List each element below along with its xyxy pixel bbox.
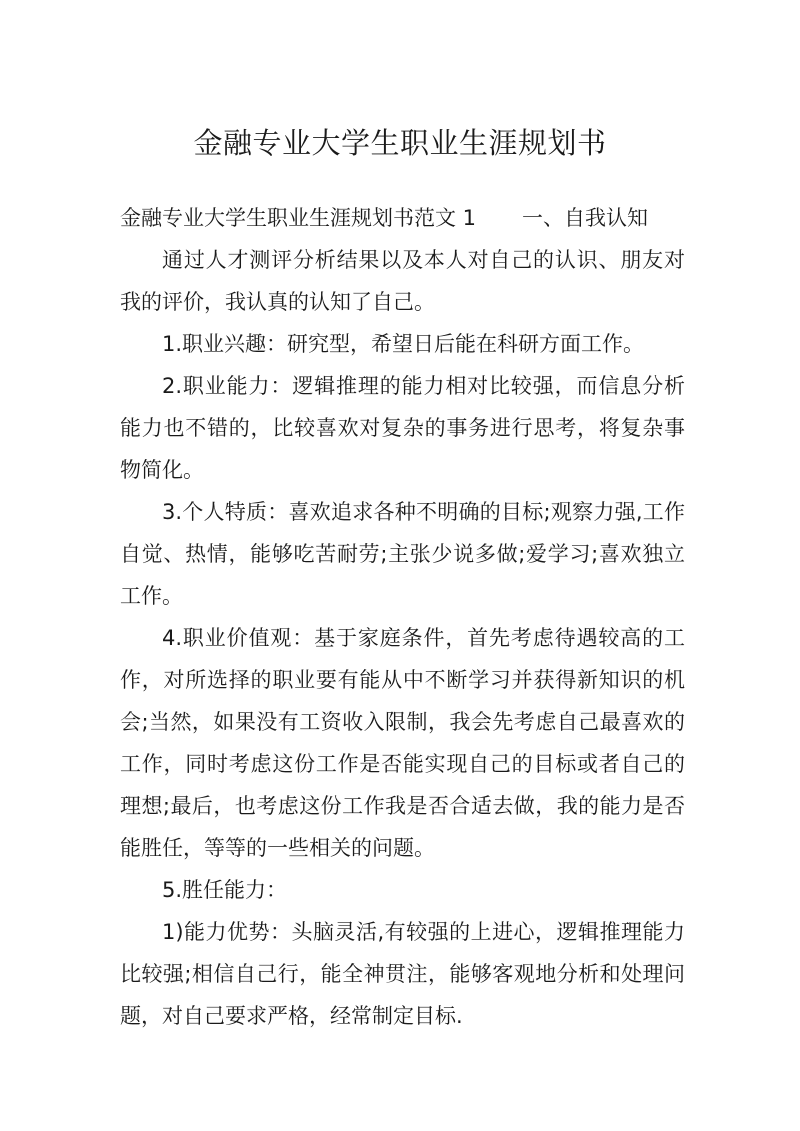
document-body <box>120 197 685 1037</box>
document-subtitle: 金融专业大学生职业生涯规划书范文 1 <box>120 206 477 230</box>
section-heading: 一、自我认知 <box>522 206 649 230</box>
paragraph-self-awareness: 通过人才测评分析结果以及本人对自己的认识、朋友对我的评价，我认真的认知了自己。 <box>120 248 685 314</box>
paragraph-career-interest: 1.职业兴趣：研究型，希望日后能在科研方面工作。 <box>162 332 645 356</box>
document-title: 金融专业大学生职业生涯规划书 <box>193 126 607 160</box>
paragraph-competency-heading: 5.胜任能力： <box>162 878 288 902</box>
paragraph-career-values: 4.职业价值观：基于家庭条件，首先考虑待遇较高的工作，对所选择的职业要有能从中不断学习并获得新知识的机会;当然，如果没有工资收入限制，我会先考虑自己最喜欢的工作，同时考虑这份工作是否能实现自己的目标或者自己的理想;最后，也考虑这份工作我是否合适去做，我的能力是否能胜任，等等的一些相关的问题。 <box>120 626 685 860</box>
paragraph-personal-traits: 3.个人特质：喜欢追求各种不明确的目标;观察力强,工作自觉、热情，能够吃苦耐劳;主张少说多做;爱学习;喜欢独立工作。 <box>120 500 685 608</box>
paragraph-ability-strengths: 1)能力优势：头脑灵活,有较强的上进心，逻辑推理能力比较强;相信自己行，能全神贯注，能够客观地分析和处理问题，对自己要求严格，经常制定目标. <box>120 920 685 1028</box>
paragraph-career-ability: 2.职业能力：逻辑推理的能力相对比较强，而信息分析能力也不错的，比较喜欢对复杂的事务进行思考，将复杂事物简化。 <box>120 374 685 482</box>
subtitle-line <box>120 197 685 239</box>
